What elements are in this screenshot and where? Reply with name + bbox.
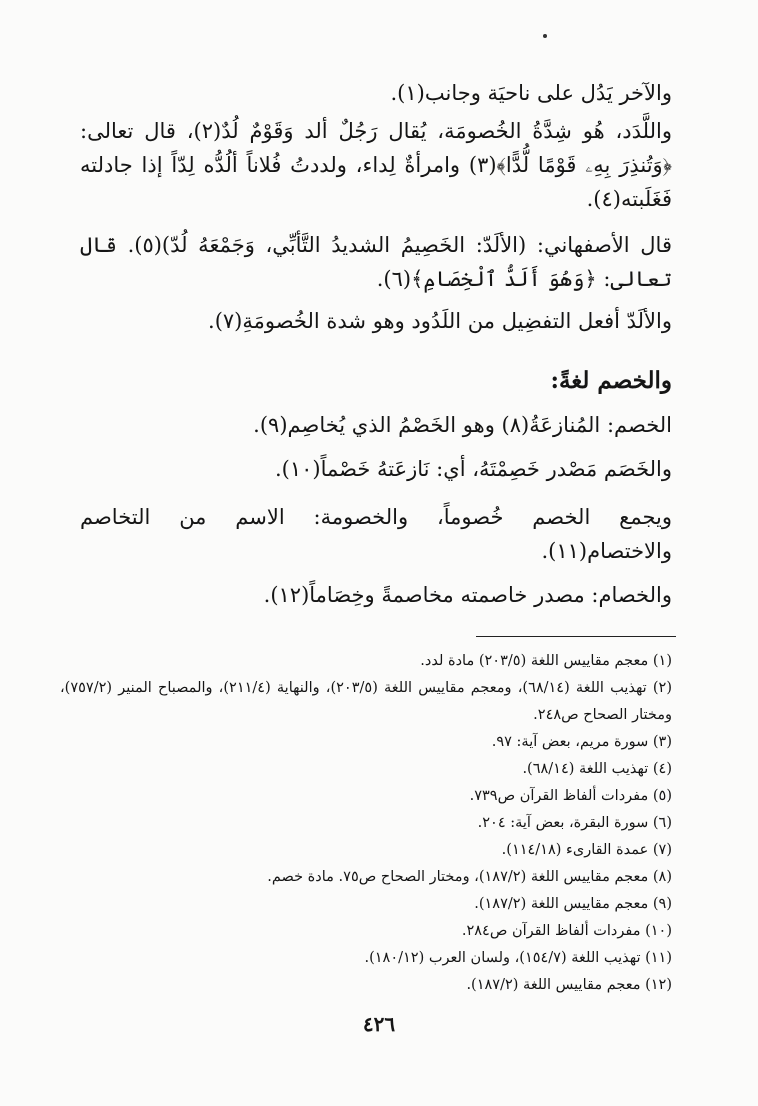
footnote-9: (٩) معجم مقاييس اللغة (١٨٧/٢). xyxy=(474,896,672,912)
paragraph-4: والألَدّ أفعل التفضِيل من اللَدُود وهو شدة الخُصومَةِ(٧). xyxy=(208,309,672,333)
paragraph-1: والآخر يَدُل على ناحيَة وجانب(١). xyxy=(390,81,672,105)
paragraph-2: واللَّدَد، هُو شِدَّةُ الخُصومَة، يُقال رَجُلٌ ألد وَقَوْمٌ لُدٌ(٢)، قال تعالى: ﴿وَتُنذِرَ بِهِۦ قَوْمًا لُّدًّا﴾(٣) وامرأةٌ لِداء، ولددتُ فُلاناً ألُدُّه لِدّاً إذا جادلته فَغَلَبته(٤). xyxy=(80,119,672,211)
paragraph-6: والخَصَم مَصْدر خَصِمْتَهُ، أي: نَازعَتهُ خَصْماً(١٠). xyxy=(274,457,672,481)
footnote-12: (١٢) معجم مقاييس اللغة (١٨٧/٢). xyxy=(466,977,672,993)
footnote-4: (٤) تهذيب اللغة (٦٨/١٤). xyxy=(522,761,672,777)
paragraph-5: الخصم: المُنازعَةُ(٨) وهو الخَصْمُ الذي يُخاصِم(٩). xyxy=(253,413,672,437)
footnote-2: (٢) تهذيب اللغة (٦٨/١٤)، ومعجم مقاييس اللغة (٢٠٣/٥)، والنهاية (٢١١/٤)، والمصباح المنير (٧٥٧/٢)، ومختار الصحاح ص٢٤٨. xyxy=(60,680,673,723)
footnote-1: (١) معجم مقاييس اللغة (٢٠٣/٥) مادة لدد. xyxy=(420,653,672,669)
footnote-5: (٥) مفردات ألفاظ القرآن ص٧٣٩. xyxy=(469,788,672,804)
footnotes xyxy=(60,648,672,999)
footnote-7: (٧) عمدة القارىء (١١٤/١٨). xyxy=(501,842,672,858)
top-dot-mark xyxy=(543,34,547,38)
footnote-separator xyxy=(476,636,676,637)
paragraph-7: ويجمع الخصم خُصوماً، والخصومة: الاسم من التخاصم والاختصام(١١). xyxy=(80,505,672,563)
footnote-10: (١٠) مفردات ألفاظ القرآن ص٢٨٤. xyxy=(461,923,672,939)
footnote-6: (٦) سورة البقرة، بعض آية: ٢٠٤. xyxy=(477,815,672,831)
section-heading: والخصم لغةً: xyxy=(550,367,672,394)
paragraph-3: قال الأصفهاني: (الألَدّ: الخَصِيمُ الشديدُ التَّأبِّي، وَجَمْعَهُ لُدّ)(٥). قال تعالى: ﴿وَهُوَ أَلَدُّ ٱلْخِصَامِ﴾(٦). xyxy=(80,233,672,291)
footnote-8: (٨) معجم مقاييس اللغة (١٨٧/٢)، ومختار الصحاح ص٧٥. مادة خصم. xyxy=(267,869,672,885)
footnote-3: (٣) سورة مريم، بعض آية: ٩٧. xyxy=(491,734,672,750)
footnote-11: (١١) تهذيب اللغة (١٥٤/٧)، ولسان العرب (١٨٠/١٢). xyxy=(364,950,672,966)
page-number: ٤٢٦ xyxy=(362,1012,396,1036)
paragraph-8: والخصام: مصدر خاصمته مخاصمةً وخِصَاماً(١٢). xyxy=(263,583,672,607)
